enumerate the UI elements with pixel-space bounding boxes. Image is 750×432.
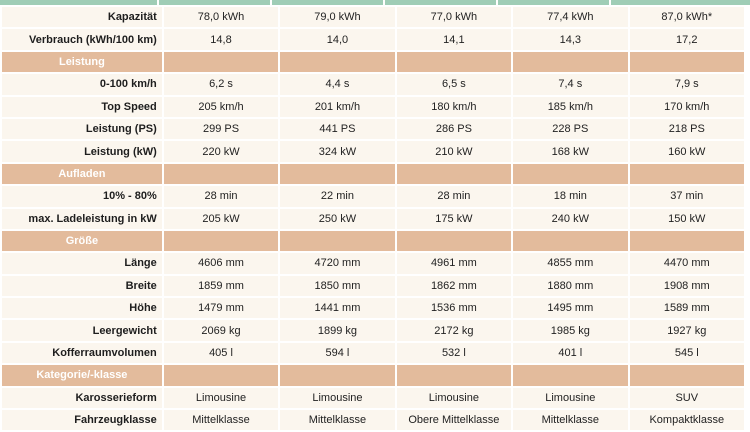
row-label: Karosserieform — [1, 387, 163, 409]
value-cell: 14,3 — [512, 28, 628, 50]
section-cell — [279, 230, 395, 252]
value-cell: Kompaktklasse — [629, 409, 745, 431]
value-cell: 1862 mm — [396, 275, 512, 297]
section-cell — [629, 51, 745, 73]
section-cell — [279, 51, 395, 73]
section-cell — [512, 364, 628, 386]
value-cell: 168 kW — [512, 140, 628, 162]
table-row — [1, 319, 745, 341]
value-cell: 441 PS — [279, 118, 395, 140]
value-cell: 532 l — [396, 342, 512, 364]
value-cell: 185 km/h — [512, 96, 628, 118]
value-cell: Mittelklasse — [163, 409, 279, 431]
row-label: max. Ladeleistung in kW — [1, 208, 163, 230]
value-cell: 1536 mm — [396, 297, 512, 319]
section-row — [1, 364, 745, 386]
value-cell: 4470 mm — [629, 252, 745, 274]
row-label: Höhe — [1, 297, 163, 319]
value-cell: 1908 mm — [629, 275, 745, 297]
value-cell: Limousine — [396, 387, 512, 409]
value-cell: 1441 mm — [279, 297, 395, 319]
value-cell: 87,0 kWh* — [629, 6, 745, 28]
value-cell: 160 kW — [629, 140, 745, 162]
row-label: Leistung (PS) — [1, 118, 163, 140]
value-cell: 4855 mm — [512, 252, 628, 274]
value-cell: 240 kW — [512, 208, 628, 230]
value-cell: 1899 kg — [279, 319, 395, 341]
row-label: 10% - 80% — [1, 185, 163, 207]
section-cell — [512, 51, 628, 73]
row-label: Verbrauch (kWh/100 km) — [1, 28, 163, 50]
value-cell: 205 km/h — [163, 96, 279, 118]
section-cell — [396, 51, 512, 73]
value-cell: 286 PS — [396, 118, 512, 140]
value-cell: 4,4 s — [279, 73, 395, 95]
value-cell: 1927 kg — [629, 319, 745, 341]
value-cell: 1589 mm — [629, 297, 745, 319]
table-row — [1, 297, 745, 319]
section-cell — [396, 230, 512, 252]
table-row — [1, 140, 745, 162]
section-cell — [396, 364, 512, 386]
value-cell: 220 kW — [163, 140, 279, 162]
value-cell: Mittelklasse — [512, 409, 628, 431]
value-cell: 6,2 s — [163, 73, 279, 95]
value-cell: 1479 mm — [163, 297, 279, 319]
section-cell — [629, 163, 745, 185]
table-row — [1, 342, 745, 364]
table-row — [1, 252, 745, 274]
value-cell: 18 min — [512, 185, 628, 207]
value-cell: 405 l — [163, 342, 279, 364]
section-cell — [163, 163, 279, 185]
value-cell: Limousine — [512, 387, 628, 409]
table-row — [1, 409, 745, 431]
row-label: Länge — [1, 252, 163, 274]
row-label: 0-100 km/h — [1, 73, 163, 95]
table-row — [1, 275, 745, 297]
value-cell: 594 l — [279, 342, 395, 364]
section-cell — [163, 364, 279, 386]
value-cell: 37 min — [629, 185, 745, 207]
value-cell: 79,0 kWh — [279, 6, 395, 28]
value-cell: 250 kW — [279, 208, 395, 230]
value-cell: 205 kW — [163, 208, 279, 230]
table-row — [1, 96, 745, 118]
value-cell: 22 min — [279, 185, 395, 207]
value-cell: 77,4 kWh — [512, 6, 628, 28]
value-cell: 14,0 — [279, 28, 395, 50]
value-cell: Mittelklasse — [279, 409, 395, 431]
section-cell — [512, 230, 628, 252]
section-row — [1, 163, 745, 185]
section-cell — [629, 230, 745, 252]
row-label: Kofferraumvolumen — [1, 342, 163, 364]
row-label: Breite — [1, 275, 163, 297]
value-cell: 201 km/h — [279, 96, 395, 118]
section-cell — [629, 364, 745, 386]
value-cell: 228 PS — [512, 118, 628, 140]
value-cell: SUV — [629, 387, 745, 409]
value-cell: 4606 mm — [163, 252, 279, 274]
value-cell: 180 km/h — [396, 96, 512, 118]
value-cell: 28 min — [163, 185, 279, 207]
value-cell: 17,2 — [629, 28, 745, 50]
section-cell — [279, 364, 395, 386]
table-row — [1, 185, 745, 207]
table-row — [1, 118, 745, 140]
value-cell: 175 kW — [396, 208, 512, 230]
row-label: Kapazität — [1, 6, 163, 28]
value-cell: 1850 mm — [279, 275, 395, 297]
value-cell: 28 min — [396, 185, 512, 207]
value-cell: 324 kW — [279, 140, 395, 162]
section-cell — [512, 163, 628, 185]
value-cell: Limousine — [279, 387, 395, 409]
row-label: Leergewicht — [1, 319, 163, 341]
section-label: Kategorie/-klasse — [1, 364, 163, 386]
value-cell: 4961 mm — [396, 252, 512, 274]
value-cell: 77,0 kWh — [396, 6, 512, 28]
table-row — [1, 28, 745, 50]
value-cell: 545 l — [629, 342, 745, 364]
value-cell: 1495 mm — [512, 297, 628, 319]
section-cell — [279, 163, 395, 185]
value-cell: 7,9 s — [629, 73, 745, 95]
value-cell: 4720 mm — [279, 252, 395, 274]
section-label: Größe — [1, 230, 163, 252]
spec-table-body — [1, 6, 745, 431]
section-label: Aufladen — [1, 163, 163, 185]
value-cell: Obere Mittelklasse — [396, 409, 512, 431]
section-row — [1, 230, 745, 252]
value-cell: 2069 kg — [163, 319, 279, 341]
value-cell: Limousine — [163, 387, 279, 409]
value-cell: 299 PS — [163, 118, 279, 140]
section-cell — [396, 163, 512, 185]
table-row — [1, 208, 745, 230]
value-cell: 210 kW — [396, 140, 512, 162]
section-row — [1, 51, 745, 73]
value-cell: 150 kW — [629, 208, 745, 230]
table-row — [1, 73, 745, 95]
value-cell: 1859 mm — [163, 275, 279, 297]
value-cell: 401 l — [512, 342, 628, 364]
value-cell: 7,4 s — [512, 73, 628, 95]
value-cell: 14,1 — [396, 28, 512, 50]
row-label: Fahrzeugklasse — [1, 409, 163, 431]
section-cell — [163, 230, 279, 252]
value-cell: 14,8 — [163, 28, 279, 50]
value-cell: 170 km/h — [629, 96, 745, 118]
section-label: Leistung — [1, 51, 163, 73]
row-label: Leistung (kW) — [1, 140, 163, 162]
value-cell: 1880 mm — [512, 275, 628, 297]
value-cell: 78,0 kWh — [163, 6, 279, 28]
value-cell: 1985 kg — [512, 319, 628, 341]
ev-spec-table — [0, 5, 746, 432]
value-cell: 6,5 s — [396, 73, 512, 95]
value-cell: 218 PS — [629, 118, 745, 140]
row-label: Top Speed — [1, 96, 163, 118]
value-cell: 2172 kg — [396, 319, 512, 341]
table-row — [1, 387, 745, 409]
section-cell — [163, 51, 279, 73]
table-row — [1, 6, 745, 28]
